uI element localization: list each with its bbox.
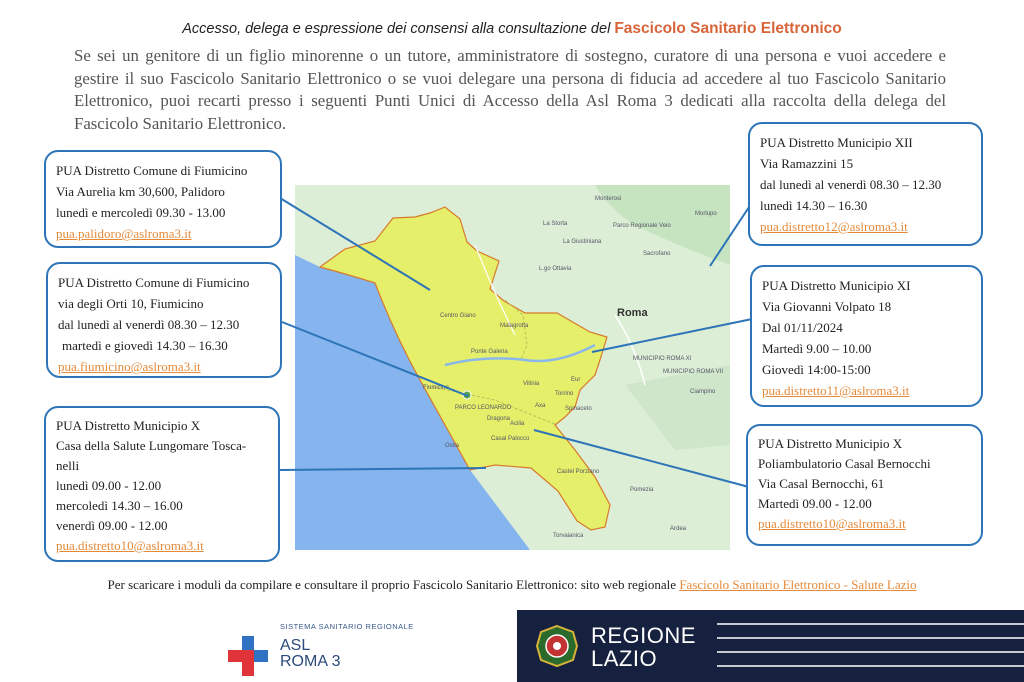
pua-box-title: PUA Distretto Municipio X: [758, 436, 903, 451]
pua-box-municipio-xi: [750, 265, 983, 407]
map-label: Fiumicino: [423, 385, 449, 391]
pua-email-link[interactable]: pua.distretto12@aslroma3.it: [760, 219, 908, 234]
pua-box-title: PUA Distretto Comune di Fiumicino: [58, 275, 250, 290]
pua-box-title: PUA Distretto Comune di Fiumicino: [56, 163, 248, 178]
pua-box-title: PUA Distretto Municipio XI: [762, 278, 911, 293]
pua-box-line: lunedì e mercoledì 09.30 - 13.00: [56, 205, 226, 220]
footer-text: Per scaricare i moduli da compilare e consultare il proprio Fascicolo Sanitario Elettronico: sito web regionale: [107, 577, 677, 592]
map-label: Sacrofano: [643, 251, 671, 257]
pua-box-line: dal lunedì al venerdì 08.30 – 12.30: [58, 317, 240, 332]
map-label: Dragona: [487, 416, 511, 422]
asl-name-line: ASL: [280, 637, 311, 654]
pua-box-title: PUA Distretto Municipio XII: [760, 135, 913, 150]
map-label: Ostia: [445, 443, 460, 449]
asl-roma3-logo: [224, 618, 464, 678]
pua-box-line: lunedì 09.00 - 12.00: [56, 478, 162, 493]
pua-box-line: via degli Orti 10, Fiumicino: [58, 296, 204, 311]
map-label: Acilia: [510, 421, 525, 427]
title-highlight: Fascicolo Sanitario Elettronico: [614, 20, 842, 37]
pua-box-line: Via Giovanni Volpato 18: [762, 299, 892, 314]
map-label: Casal Palocco: [491, 436, 530, 442]
title-prefix: Accesso, delega e espressione dei consensi alla consultazione del: [182, 21, 611, 37]
stripes-decoration: [717, 610, 1024, 682]
pua-box-line: Giovedì 14:00-15:00: [762, 362, 871, 377]
footer-link[interactable]: Fascicolo Sanitario Elettronico - Salute Lazio: [679, 577, 917, 592]
regione-name: [591, 624, 696, 670]
pua-email-link[interactable]: pua.distretto11@aslroma3.it: [762, 383, 910, 398]
footer-note: [0, 577, 1024, 593]
pua-box-line: Via Casal Bernocchi, 61: [758, 476, 885, 491]
pua-box-palidoro: [44, 150, 282, 248]
pua-box-municipio-x-toscanelli: [44, 406, 280, 562]
connector-line: [280, 468, 486, 470]
pua-box-line: Via Ramazzini 15: [760, 156, 854, 171]
pua-box-municipio-xii: [748, 122, 983, 246]
map-label: Malagrotta: [500, 323, 529, 329]
pua-box-line: Via Aurelia km 30,600, Palidoro: [56, 184, 225, 199]
pua-box-line: Martedì 09.00 - 12.00: [758, 496, 872, 511]
pua-box-title: PUA Distretto Municipio X: [56, 418, 201, 433]
pua-box-line: venerdì 09.00 - 12.00: [56, 518, 168, 533]
pua-box-municipio-x-casal-bernocchi: [746, 424, 983, 546]
cross-icon: [228, 636, 268, 676]
pua-box-line: mercoledì 14.30 – 16.00: [56, 498, 183, 513]
map-label: MUNICIPIO ROMA VII: [663, 369, 724, 375]
map-label: Centro Giano: [440, 313, 476, 319]
regione-lazio-banner: [517, 610, 1024, 682]
map-label: La Giustiniana: [563, 239, 602, 245]
map-label: Spinaceto: [565, 406, 592, 412]
regione-name-line: LAZIO: [591, 646, 658, 671]
pua-box-line: dal lunedì al venerdì 08.30 – 12.30: [760, 177, 942, 192]
connector-line: [592, 318, 757, 352]
pua-box-line: Casa della Salute Lungomare Tosca-: [56, 438, 247, 453]
map-label: La Storta: [543, 221, 568, 227]
map-label: Torrino: [555, 391, 574, 397]
pua-email-link[interactable]: pua.distretto10@aslroma3.it: [56, 538, 204, 553]
pua-box-line: Dal 01/11/2024: [762, 320, 843, 335]
map-label: Axa: [535, 403, 546, 409]
pua-box-line: lunedì 14.30 – 16.30: [760, 198, 868, 213]
pua-email-link[interactable]: pua.palidoro@aslroma3.it: [56, 226, 192, 241]
asl-subtitle: SISTEMA SANITARIO REGIONALE: [280, 622, 414, 631]
map-label: Ponte Galeria: [471, 349, 508, 355]
map-label: Eur: [571, 377, 581, 383]
connector-line: [280, 198, 430, 290]
pua-box-line: Martedì 9.00 – 10.00: [762, 341, 872, 356]
map-label: Pomezia: [630, 487, 654, 493]
regione-emblem-icon: [535, 624, 579, 668]
pua-box-line: Poliambulatorio Casal Bernocchi: [758, 456, 931, 471]
map-label: PARCO LEONARDO: [455, 405, 512, 411]
map-label: Vitinia: [523, 381, 540, 387]
map-label: Torvaianica: [553, 533, 584, 539]
connector-line: [534, 430, 749, 487]
pua-email-link[interactable]: pua.distretto10@aslroma3.it: [758, 516, 906, 531]
map-label: L.go Ottavia: [539, 266, 572, 272]
intro-paragraph: Se sei un genitore di un figlio minorenne o un tutore, amministratore di sostegno, curatore di una persona e vuoi accedere e gestire il suo Fascicolo Sanitario Elettronico o se vuoi delegare una persona di fiducia ad accedere al tuo Fascicolo Sanitario Elettronico, puoi recarti presso i seguenti Punti Unici di Accesso della Asl Roma 3 dedicati alla raccolta della delega del Fascicolo Sanitario Elettronico.: [74, 46, 946, 133]
map-label: Ciampino: [690, 389, 716, 395]
asl-name: [280, 638, 340, 670]
map-label: Roma: [617, 307, 648, 319]
pua-box-line: martedì e giovedì 14.30 – 16.30: [62, 338, 228, 353]
map-label: Castel Porziano: [557, 469, 600, 475]
pua-box-fiumicino: [46, 262, 282, 378]
pua-email-link[interactable]: pua.fiumicino@aslroma3.it: [58, 359, 201, 374]
map-label: Parco Regionale Veio: [613, 223, 671, 229]
map-label: MUNICIPIO ROMA XI: [633, 356, 692, 362]
map-label: Monterosi: [595, 196, 622, 202]
regione-name-line: REGIONE: [591, 623, 696, 648]
connector-line: [282, 322, 468, 396]
pua-box-line: nelli: [56, 458, 80, 473]
asl-name-line: ROMA 3: [280, 653, 341, 670]
map-label: Morlupo: [695, 211, 717, 217]
map-label: Ardea: [670, 526, 687, 532]
